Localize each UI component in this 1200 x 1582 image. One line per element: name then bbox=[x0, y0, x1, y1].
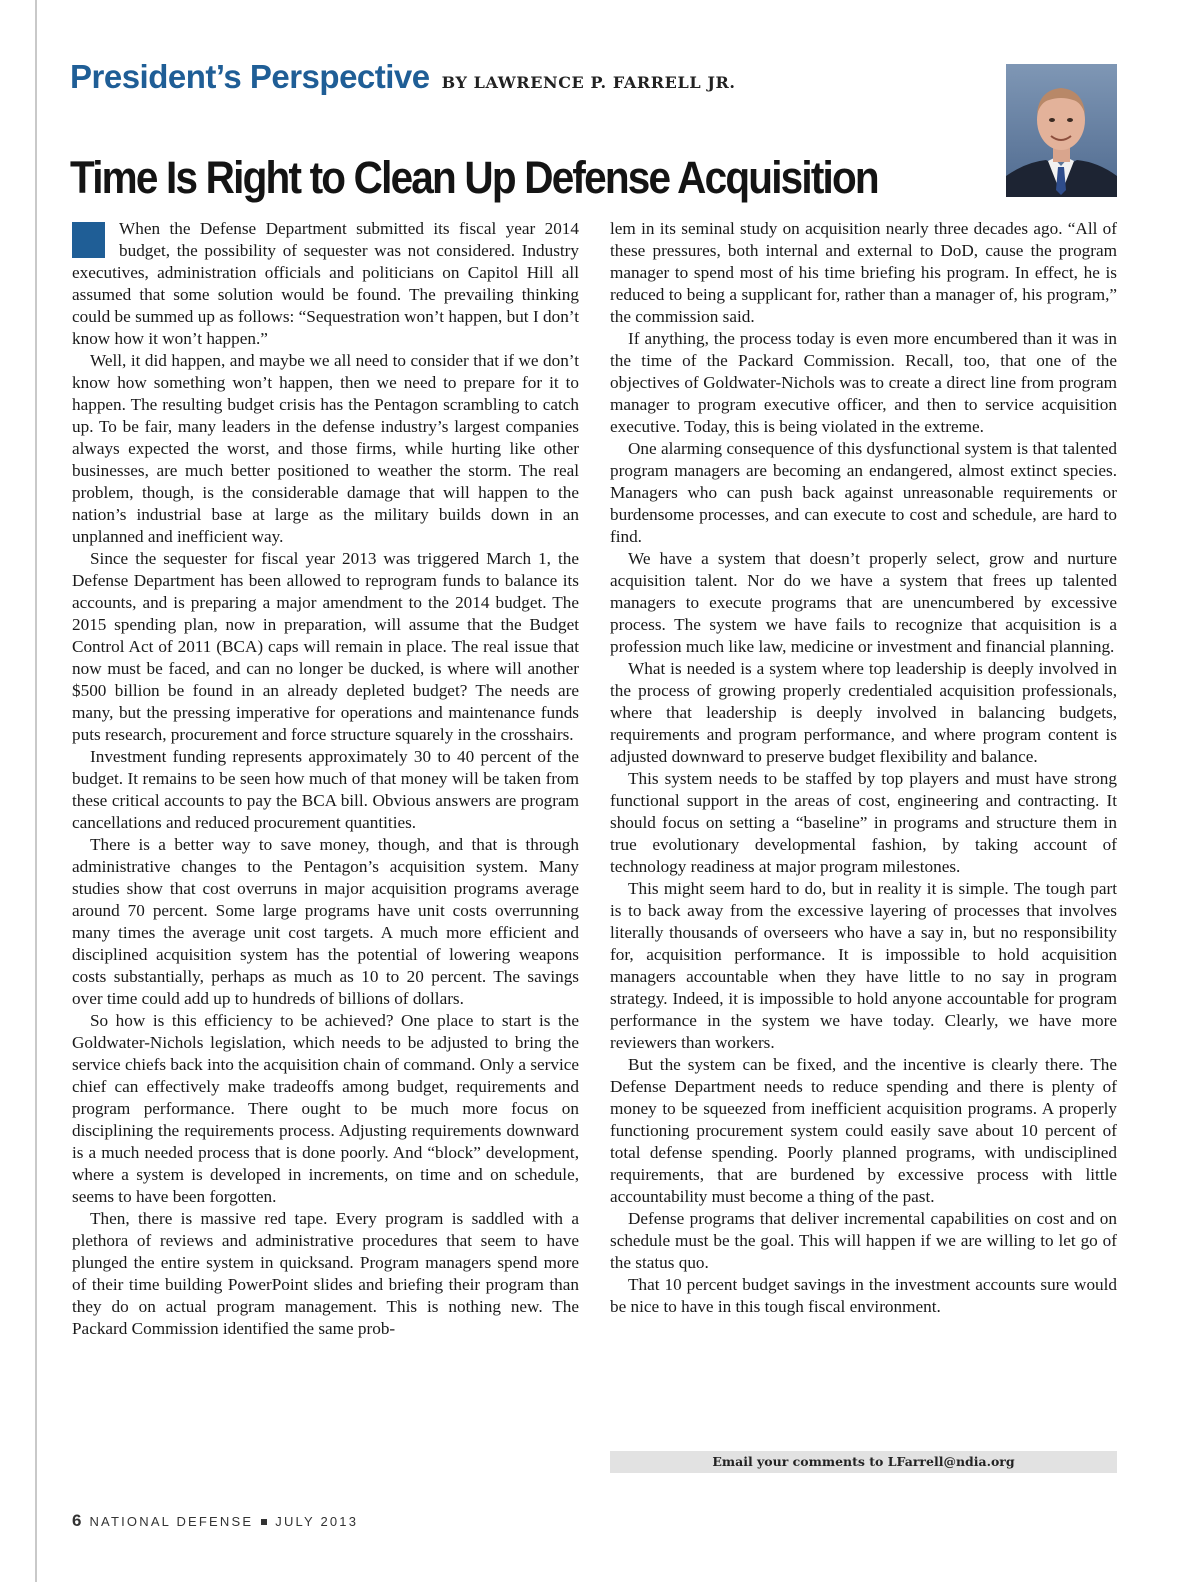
article-paragraph: Investment funding represents approximately 30 to 40 percent of the budget. It remains to be seen how much of that money will be taken from these critical accounts to pay the BCA bill. Obvious answers are program cancellations and reduced procurement quantities. bbox=[72, 747, 579, 832]
article-paragraph: So how is this efficiency to be achieved? One place to start is the Goldwater-Nichols legislation, which needs to be adjusted to bring the service chiefs back into the acquisition chain of command. Only a service chief can effectively make tradeoffs among budget, requirements and program performance. There ought to be much more focus on disciplining the requirements process. Adjusting requirements downward is a much needed process that is done poorly. And “block” development, where a system is developed in increments, on time and on schedule, seems to have been forgotten. bbox=[72, 1011, 579, 1206]
article-paragraph: If anything, the process today is even more encumbered than it was in the time of the Packard Commission. Recall, too, that one of the objectives of Goldwater-Nichols was to create a direct line from program manager to program executive officer, and then to service acquisition executive. Today, this is being violated in the extreme. bbox=[610, 329, 1117, 436]
article-paragraph: Well, it did happen, and maybe we all need to consider that if we don’t know how something won’t happen, then we need to prepare for it to happen. The resulting budget crisis has the Pentagon scrambling to catch up. To be fair, many leaders in the defense industry’s largest companies always expected the worst, and those firms, while hurting like other businesses, are much better positioned to weather the storm. The real problem, though, is the considerable damage that will happen to the nation’s industrial base at large as the military builds down in an unplanned and inefficient way. bbox=[72, 351, 579, 546]
article-paragraph: Defense programs that deliver incremental capabilities on cost and on schedule must be the goal. This will happen if we are willing to let go of the status quo. bbox=[610, 1209, 1117, 1272]
headline: Time Is Right to Clean Up Defense Acquisition bbox=[70, 152, 878, 203]
article-paragraph: There is a better way to save money, though, and that is through administrative changes to the Pentagon’s acquisition system. Many studies show that cost overruns in major acquisition programs average around 70 percent. Some large programs have unit costs overrunning many times the average unit cost targets. A much more efficient and disciplined acquisition system has the potential of lowering weapons costs substantially, perhaps as much as 10 to 20 percent. The savings over time could add up to hundreds of billions of dollars. bbox=[72, 835, 579, 1008]
author-portrait-icon bbox=[1006, 64, 1117, 197]
article-paragraph: Since the sequester for fiscal year 2013 was triggered March 1, the Defense Department has been allowed to reprogram funds to balance its accounts, and is preparing a major amendment to the 2014 budget. The 2015 spending plan, now in preparation, will assume that the Budget Control Act of 2011 (BCA) caps will remain in place. The real issue that now must be faced, and can no longer be ducked, is where will another $500 billion be found in an already depleted budget? The needs are many, but the pressing imperative for operations and maintenance funds puts research, procurement and force structure squarely in the crosshairs. bbox=[72, 549, 579, 744]
article-paragraph: One alarming consequence of this dysfunctional system is that talented program managers are becoming an endangered, almost extinct species. Managers who can push back against unreasonable requirements or burdensome processes, and can execute to cost and schedule, are hard to find. bbox=[610, 439, 1117, 546]
article-paragraph: This system needs to be staffed by top players and must have strong functional support in the areas of cost, engineering and contracting. It should focus on setting a “baseline” in programs and structure them in true evolutionary developmental fashion, by taking account of technology readiness at major program milestones. bbox=[610, 769, 1117, 876]
byline: BY LAWRENCE P. FARRELL JR. bbox=[441, 73, 736, 92]
column-name: President’s Perspective bbox=[70, 58, 430, 95]
publication-name: NATIONAL DEFENSE bbox=[89, 1514, 254, 1529]
article-paragraph: This might seem hard to do, but in reality it is simple. The tough part is to back away from the excessive layering of processes that involves literally thousands of overseers who have a say in, but no responsibility for, acquisition performance. It is impossible to hold acquisition managers accountable when they have little to no say in program strategy. Indeed, it is impossible to hold anyone accountable for program performance in the system we have today. Clearly, we have more reviewers than workers. bbox=[610, 879, 1117, 1052]
article-paragraph: Then, there is massive red tape. Every program is saddled with a plethora of reviews and administrative procedures that seem to have plunged the entire system in quicksand. Program managers spend more of their time building PowerPoint slides and briefing their program than they do on actual program management. This is nothing new. The Packard Commission identified the same prob- bbox=[72, 1209, 579, 1338]
article-paragraph: We have a system that doesn’t properly select, grow and nurture acquisition talent. Nor do we have a system that frees up talented managers to execute programs that are unencumbered by excessive process. The system we have fails to recognize that acquisition is a profession much like law, medicine or investment and financial planning. bbox=[610, 549, 1117, 656]
article-paragraph: lem in its seminal study on acquisition nearly three decades ago. “All of these pressures, both internal and external to DoD, cause the program manager to spend most of his time briefing his program. In effect, he is reduced to being a supplicant for, rather than a manager of, his program,” the commission said. bbox=[610, 219, 1117, 326]
issue-date: JULY 2013 bbox=[275, 1514, 359, 1529]
drop-square-icon bbox=[72, 222, 105, 258]
left-margin-rule bbox=[35, 0, 37, 1582]
article-column-right bbox=[610, 218, 1117, 1318]
article-paragraph: What is needed is a system where top leadership is deeply involved in the process of growing properly credentialed acquisition professionals, where that leadership is deeply involved in balancing budgets, requirements and program performance, and where program content is adjusted downward to preserve budget flexibility and balance. bbox=[610, 659, 1117, 766]
email-comments-note: Email your comments to LFarrell@ndia.org bbox=[610, 1451, 1117, 1473]
separator-square-icon bbox=[261, 1519, 267, 1525]
column-header bbox=[70, 58, 736, 96]
article-paragraph: When the Defense Department submitted its fiscal year 2014 budget, the possibility of sequester was not considered. Industry executives, administration officials and politicians on Capitol Hill all assumed that some solution would be found. The prevailing thinking could be summed up as follows: “Sequestration won’t happen, but I don’t know how it won’t happen.” bbox=[72, 219, 579, 348]
page-footer bbox=[72, 1511, 358, 1531]
page-number: 6 bbox=[72, 1511, 82, 1530]
article-paragraph: But the system can be fixed, and the incentive is clearly there. The Defense Department needs to reduce spending and there is plenty of money to be squeezed from inefficient acquisition programs. A properly functioning procurement system could easily save about 10 percent of total defense spending. Poorly planned programs, with undisciplined requirements, that are burdened by excessive process with little accountability must become a thing of the past. bbox=[610, 1055, 1117, 1206]
article-column-left bbox=[72, 218, 579, 1340]
article-paragraph: That 10 percent budget savings in the investment accounts sure would be nice to have in this tough fiscal environment. bbox=[610, 1275, 1117, 1316]
